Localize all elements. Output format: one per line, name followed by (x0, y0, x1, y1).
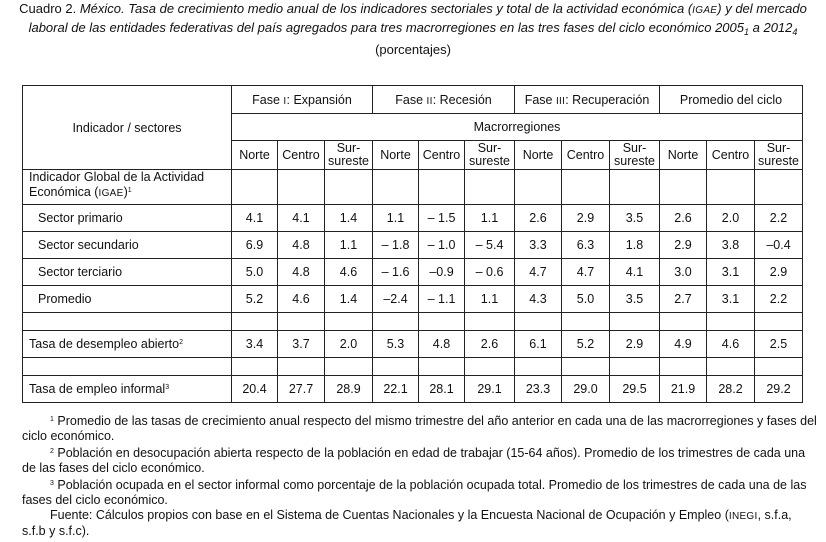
table-row (23, 376, 803, 403)
caption-igae: IGAE (692, 5, 718, 16)
region-header: Norte (515, 141, 562, 170)
table-cell: – 1.0 (419, 232, 465, 259)
table-cell: 28.9 (325, 376, 373, 403)
table-cell: 2.0 (707, 205, 755, 232)
table-cell: 23.3 (515, 376, 562, 403)
footnotes (22, 412, 818, 539)
row-label: Tasa de empleo informal$^3$ (23, 376, 232, 403)
source-note: Fuente: Cálculos propios con base en el Sistema de Cuentas Nacionales y la Encuesta Nacional de Ocupación y Empleo (INEGI, s.f.a, s.f.b y s.f.c). (22, 508, 792, 538)
table-cell: 27.7 (278, 376, 325, 403)
table-cell: 5.0 (562, 286, 610, 313)
table-cell: 3.1 (707, 259, 755, 286)
table-cell: 2.7 (660, 286, 707, 313)
table-cell: 1.4 (325, 205, 373, 232)
table-cell: 3.1 (707, 286, 755, 313)
table-cell: 6.3 (562, 232, 610, 259)
table-cell: 2.9 (562, 205, 610, 232)
table-cell: 3.8 (707, 232, 755, 259)
table-cell: 3.3 (515, 232, 562, 259)
caption-sub4: 4 (792, 27, 798, 37)
table-cell: 5.2 (562, 331, 610, 358)
table-cell: – 5.4 (465, 232, 515, 259)
table-cell: 3.4 (232, 331, 278, 358)
table-cell: 4.3 (515, 286, 562, 313)
caption-country: México. (79, 1, 125, 16)
table-cell: 4.1 (278, 205, 325, 232)
table-cell: 4.1 (610, 259, 660, 286)
phase-header: Fase III: Recuperación (515, 86, 660, 114)
table-cell: – 0.6 (465, 259, 515, 286)
table-cell: 1.1 (373, 205, 419, 232)
table-cell: –0.9 (419, 259, 465, 286)
region-header: Sur- sureste (465, 141, 515, 170)
row-label: Sector terciario (23, 259, 232, 286)
table-cell: 2.0 (325, 331, 373, 358)
region-header: Centro (278, 141, 325, 170)
table-cell: 2.9 (610, 331, 660, 358)
table-cell: 3.5 (610, 286, 660, 313)
data-table (22, 85, 803, 403)
table-cell: 2.9 (660, 232, 707, 259)
caption-text-a: Tasa de crecimiento medio anual de los indicadores sectoriales y total de la actividad económica ( (128, 1, 693, 16)
table-cell: 1.8 (610, 232, 660, 259)
table-cell: 4.6 (278, 286, 325, 313)
region-header: Sur- sureste (755, 141, 803, 170)
table-cell: 29.0 (562, 376, 610, 403)
table-cell: 1.1 (325, 232, 373, 259)
table-cell: – 1.5 (419, 205, 465, 232)
macroregions-header: Macrorregiones (232, 114, 803, 141)
region-header: Centro (419, 141, 465, 170)
row-label: Sector primario (23, 205, 232, 232)
table-cell: 28.2 (707, 376, 755, 403)
table-cell: 1.1 (465, 205, 515, 232)
table-cell: 4.7 (562, 259, 610, 286)
table-cell: 22.1 (373, 376, 419, 403)
caption-unit: (porcentajes) (375, 42, 451, 57)
table-cell: – 1.6 (373, 259, 419, 286)
table-cell: 4.7 (515, 259, 562, 286)
table-cell: 6.1 (515, 331, 562, 358)
region-header: Norte (232, 141, 278, 170)
footnote-1: $^1$ Promedio de las tasas de crecimiento anual respecto del mismo trimestre del año anterior en cada una de las macrorregiones y fases del ciclo económico. (22, 414, 817, 443)
phase-header: Fase II: Recesión (373, 86, 515, 114)
footnote-2: $^2$ Población en desocupación abierta respecto de la población en edad de trabajar (15-64 años). Promedio de los trimestres de cada una de las fases del ciclo económico. (22, 446, 806, 475)
table-cell: 3.5 (610, 205, 660, 232)
table-cell: 1.4 (325, 286, 373, 313)
table-cell: 2.6 (465, 331, 515, 358)
table-row (23, 232, 803, 259)
table-cell: 2.2 (755, 286, 803, 313)
table-row (23, 205, 803, 232)
region-header: Centro (562, 141, 610, 170)
table-cell: –2.4 (373, 286, 419, 313)
row-label: Sector secundario (23, 232, 232, 259)
table-cell: 1.1 (465, 286, 515, 313)
table-cell: 4.8 (278, 259, 325, 286)
table-cell: 21.9 (660, 376, 707, 403)
caption-text-b: ) y del mercado laboral de las entidades federativas del país agregados para tres macrorregiones en las tres fases del ciclo económico 2005 (28, 1, 807, 35)
table-row (23, 259, 803, 286)
phase-header: Fase I: Expansión (232, 86, 373, 114)
region-header: Sur- sureste (325, 141, 373, 170)
region-header: Norte (660, 141, 707, 170)
caption-lead: Cuadro 2. (19, 1, 77, 16)
region-header: Centro (707, 141, 755, 170)
region-header: Norte (373, 141, 419, 170)
table-cell: 4.8 (278, 232, 325, 259)
table-cell: 28.1 (419, 376, 465, 403)
table-cell: 5.2 (232, 286, 278, 313)
table-cell: – 1.1 (419, 286, 465, 313)
table-cell: 4.6 (707, 331, 755, 358)
table-cell: 29.1 (465, 376, 515, 403)
caption-text-c: a 2012 (749, 20, 793, 35)
row-label: Tasa de desempleo abierto$^2$ (23, 331, 232, 358)
table-cell: 4.9 (660, 331, 707, 358)
indicator-header: Indicador / sectores (23, 86, 232, 170)
table-row (23, 286, 803, 313)
table-cell: 4.6 (325, 259, 373, 286)
region-header: Sur- sureste (610, 141, 660, 170)
table-cell: 3.7 (278, 331, 325, 358)
table-caption (0, 0, 826, 58)
table-row (23, 331, 803, 358)
spacer-row (23, 313, 803, 331)
footnote-3: $^3$ Población ocupada en el sector informal como porcentaje de la población ocupada total. Promedio de los trimestres de cada una de las fases del ciclo económico. (22, 478, 807, 507)
table-cell: 2.6 (660, 205, 707, 232)
table-cell: 5.0 (232, 259, 278, 286)
sector-rows (23, 205, 803, 313)
caption-sub1: 1 (744, 27, 750, 37)
table-cell: – 1.8 (373, 232, 419, 259)
table-cell: 20.4 (232, 376, 278, 403)
table-cell: 2.9 (755, 259, 803, 286)
table-cell: 2.6 (515, 205, 562, 232)
table-cell: 29.2 (755, 376, 803, 403)
table-cell: 5.3 (373, 331, 419, 358)
phase-header: Promedio del ciclo (660, 86, 803, 114)
row-label: Promedio (23, 286, 232, 313)
table-cell: 29.5 (610, 376, 660, 403)
table-cell: 3.0 (660, 259, 707, 286)
table-cell: 4.1 (232, 205, 278, 232)
igae-label: Indicador Global de la Actividad Económica (IGAE)$^1$ (23, 170, 232, 205)
spacer-row (23, 358, 803, 376)
table-cell: 4.8 (419, 331, 465, 358)
table-cell: –0.4 (755, 232, 803, 259)
table-cell: 2.5 (755, 331, 803, 358)
table-cell: 2.2 (755, 205, 803, 232)
table-cell: 6.9 (232, 232, 278, 259)
